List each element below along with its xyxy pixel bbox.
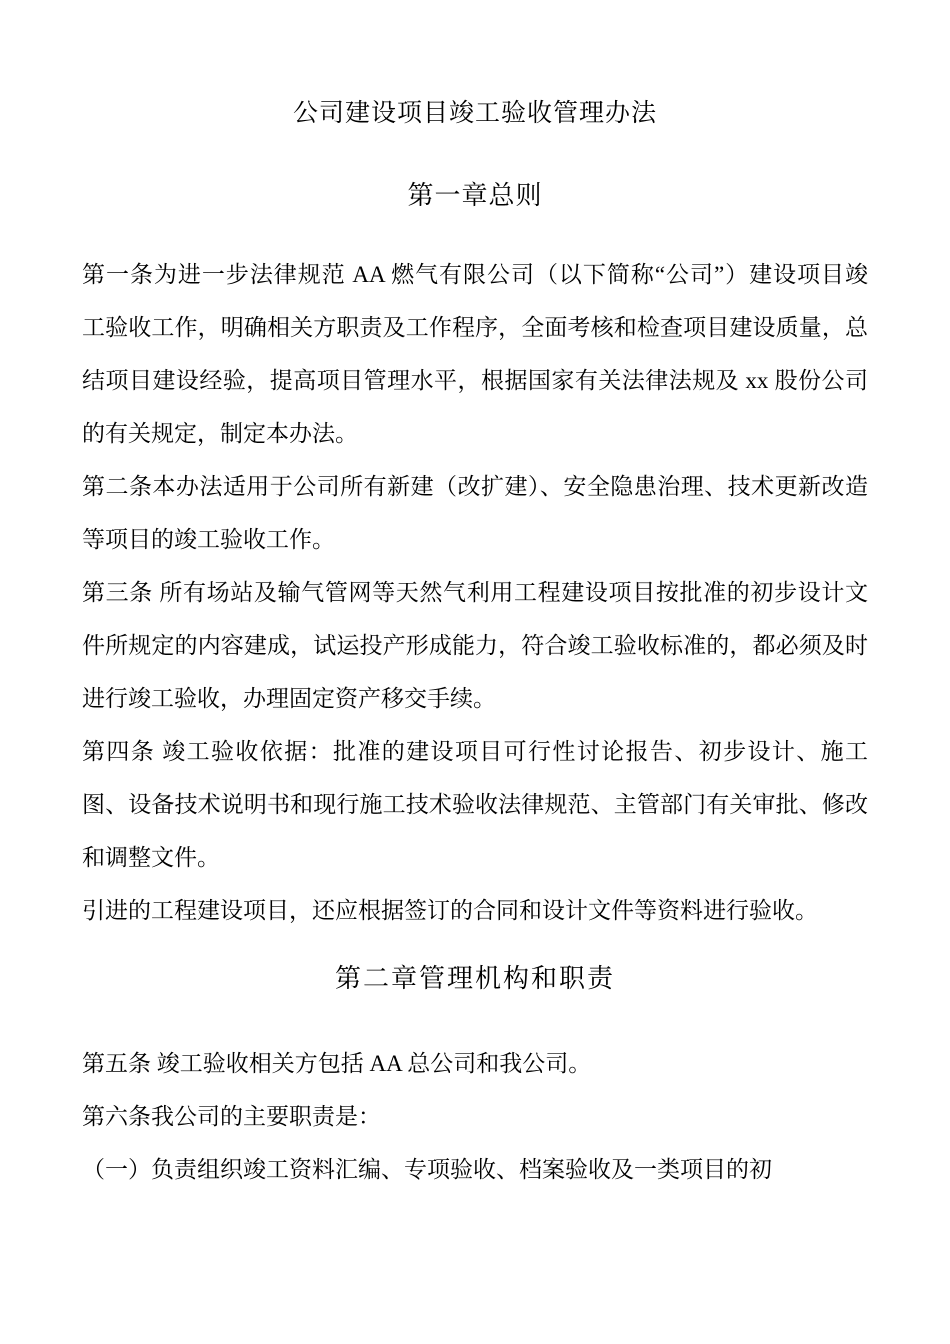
- text-line: （一）负责组织竣工资料汇编、专项验收、档案验收及一类项目的初: [82, 1157, 772, 1182]
- document-title: 公司建设项目竣工验收管理办法: [292, 100, 657, 127]
- text-line: 第三条 所有场站及输气管网等天然气利用工程建设项目按批准的初步设计文: [82, 580, 868, 605]
- chapter-1-heading: 第一章总则: [407, 181, 543, 210]
- text-line: 第一条为进一步法律规范 AA 燃气有限公司（以下简称“公司”）建设项目竣: [82, 262, 868, 287]
- text-line: 第六条我公司的主要职责是：: [82, 1104, 381, 1129]
- chapter-2-heading: 第二章管理机构和职责: [334, 964, 615, 993]
- text-line: 等项目的竣工验收工作。: [82, 527, 335, 552]
- text-line: 件所规定的内容建成，试运投产形成能力，符合竣工验收标准的，都必须及时: [82, 633, 868, 658]
- text-line: 第二条本办法适用于公司所有新建（改扩建）、安全隐患治理、技术更新改造: [82, 474, 868, 499]
- text-line: 第五条 竣工验收相关方包括 AA 总公司和我公司。: [82, 1051, 592, 1076]
- text-line: 的有关规定，制定本办法。: [82, 421, 358, 446]
- text-line: 引进的工程建设项目，还应根据签订的合同和设计文件等资料进行验收。: [82, 898, 818, 923]
- text-line: 结项目建设经验，提高项目管理水平，根据国家有关法律法规及 xx 股份公司: [82, 368, 869, 393]
- chapter-1-body: [82, 248, 868, 937]
- text-line: 和调整文件。: [82, 845, 220, 870]
- chapter-2-body: [82, 1037, 868, 1196]
- text-line: 进行竣工验收，办理固定资产移交手续。: [82, 686, 496, 711]
- text-line: 工验收工作，明确相关方职责及工作程序，全面考核和检查项目建设质量，总: [82, 315, 868, 340]
- text-line: 第四条 竣工验收依据：批准的建设项目可行性讨论报告、初步设计、施工: [82, 739, 868, 764]
- text-line: 图、设备技术说明书和现行施工技术验收法律规范、主管部门有关审批、修改: [82, 792, 868, 817]
